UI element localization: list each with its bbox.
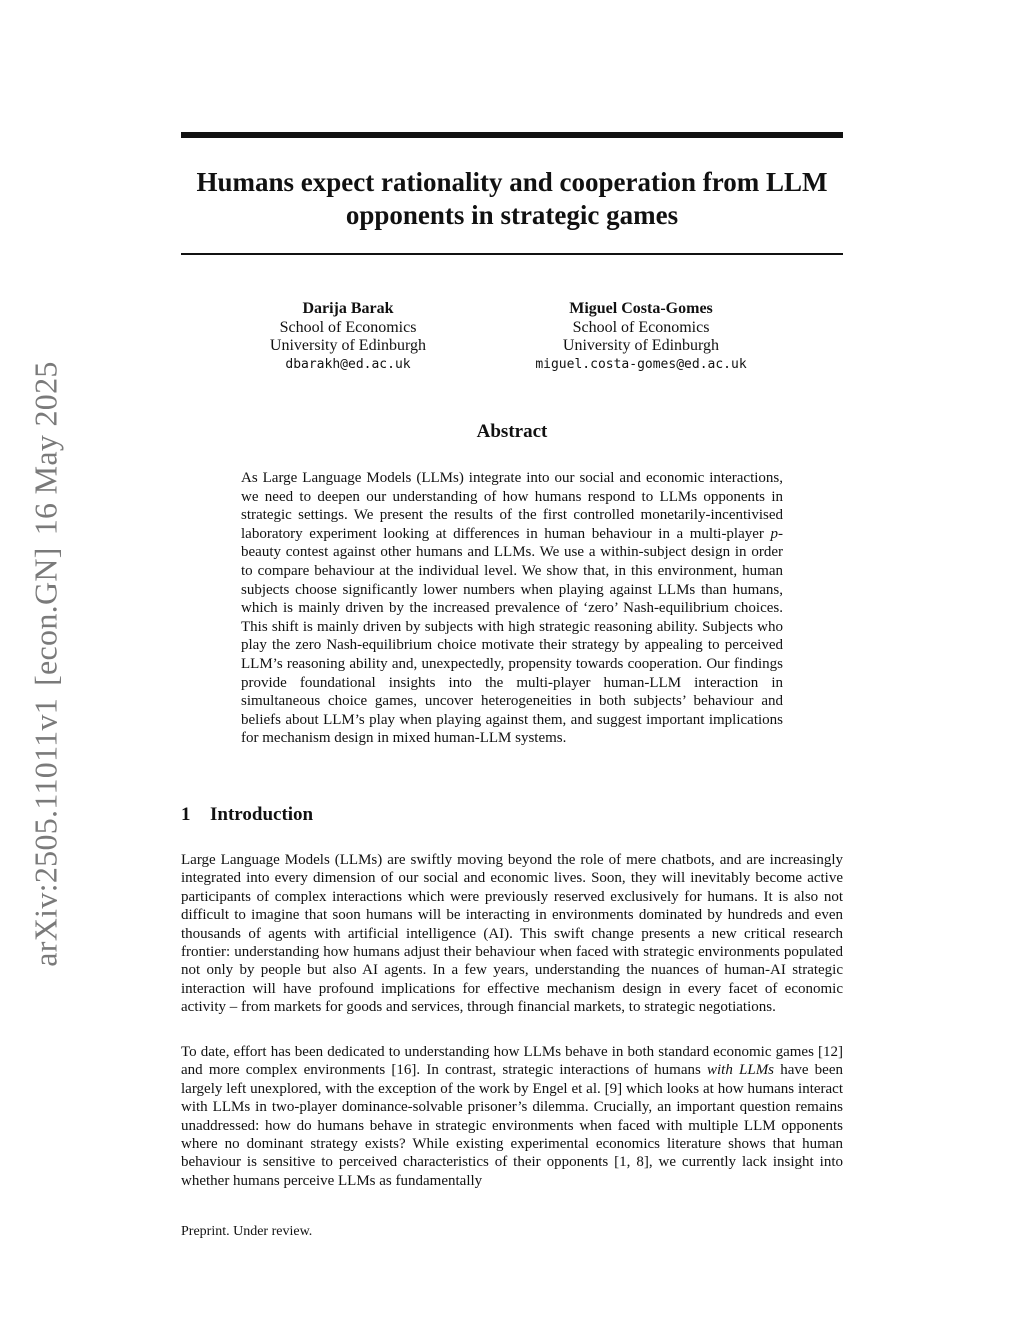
intro-paragraph-1: Large Language Models (LLMs) are swiftly moving beyond the role of mere chatbots, and are increasingly integrated into every dimension of our social and economic lives. Soon, they will inevitably become active participants of complex interactions which were previously reserved exclusively for humans. It is also not difficult to imagine that soon humans will be interacting in environments dominated by hundreds and even thousands of agents with artificial intelligence (AI). This swift change presents a new critical research frontier: understanding how humans adjust their behaviour when faced with strategic environments populated not only by people but also AI agents. In a few years, understanding the nuances of human-AI strategic interaction will have profound implications for effective mechanism design in every facet of economic activity – from markets for goods and services, through financial markets, to strategic negotiations. [181,852,843,1016]
section-number: 1 [181,804,191,825]
title-top-rule [181,132,843,138]
footer-note: Preprint. Under review. [181,1224,313,1239]
author-university: University of Edinburgh [562,337,720,354]
arxiv-id[interactable]: arXiv:2505.11011v1 [27,697,64,967]
abstract-part-2: -beauty contest against other humans and LLMs. We use a within-subject design in order to compare behaviour at the individual level. We show that, in this environment, human subjects choose significantly lower numbers when playing against LLMs than humans, which is mainly driven by the increased prevalence of ‘zero’ Nash-equilibrium choices. This shift is mainly driven by subjects with high strategic reasoning ability. Subjects who play the zero Nash-equilibrium choice motivate their strategy by appealing to perceived LLM’s reasoning ability and, unexpectedly, propensity towards cooperation. Our findings provide foundational insights into the multi-player human-LLM interaction in simultaneous choice games, uncover heterogeneities in both subjects’ behaviour and beliefs about LLM’s play when playing against them, and suggest important implications for mechanism design in mixed human-LLM systems. [241,525,783,747]
intro-p2-part-1: To date, effort has been dedicated to understanding how LLMs behave in both standard economic games [12] and more complex environments [16]. In contrast, strategic interactions of humans [181,1044,843,1079]
section-title: Introduction [210,804,314,825]
intro-p2-part-2: have been largely left unexplored, with the exception of the work by Engel et al. [9] which looks at how humans interact with LLMs in two-player dominance-solvable prisoner’s dilemma. Crucially, an important question remains unaddressed: how do humans behave in strategic environments when faced with multiple LLM opponents where no dominant strategy exists? While existing experimental economics literature shows that human behaviour is sensitive to perceived characteristics of their opponents [1, 8], we currently lack insight into whether humans perceive LLMs as fundamentally [181,1062,843,1189]
intro-p2-emphasis: with LLMs [707,1062,775,1079]
author-name: Darija Barak [302,300,394,317]
section-heading-introduction [181,804,313,826]
author-block-2 [501,300,781,374]
intro-paragraph-2 [181,1043,843,1190]
author-email[interactable]: miguel.costa-gomes@ed.ac.uk [535,356,747,372]
author-university: University of Edinburgh [269,337,427,354]
arxiv-date: 16 May 2025 [27,361,64,536]
p-symbol: p [770,525,778,542]
abstract-heading: Abstract [476,421,548,442]
author-name: Miguel Costa-Gomes [569,300,713,317]
paper-title: Humans expect rationality and cooperation from LLM opponents in strategic games [196,167,828,230]
arxiv-category[interactable]: [econ.GN] [27,547,64,686]
author-block-1 [238,300,458,374]
abstract-text [241,469,783,748]
author-email[interactable]: dbarakh@ed.ac.uk [285,356,411,372]
title-bottom-rule [181,253,843,255]
author-school: School of Economics [279,318,417,336]
author-school: School of Economics [572,318,710,336]
abstract-part-1: As Large Language Models (LLMs) integrate into our social and economic interactions, we need to deepen our understanding of how humans respond to LLMs opponents in strategic settings. We present the results of the first controlled monetarily-incentivised laboratory experiment looking at differences in human behaviour in a multi-player [241,470,783,542]
arxiv-stamp [28,355,65,972]
